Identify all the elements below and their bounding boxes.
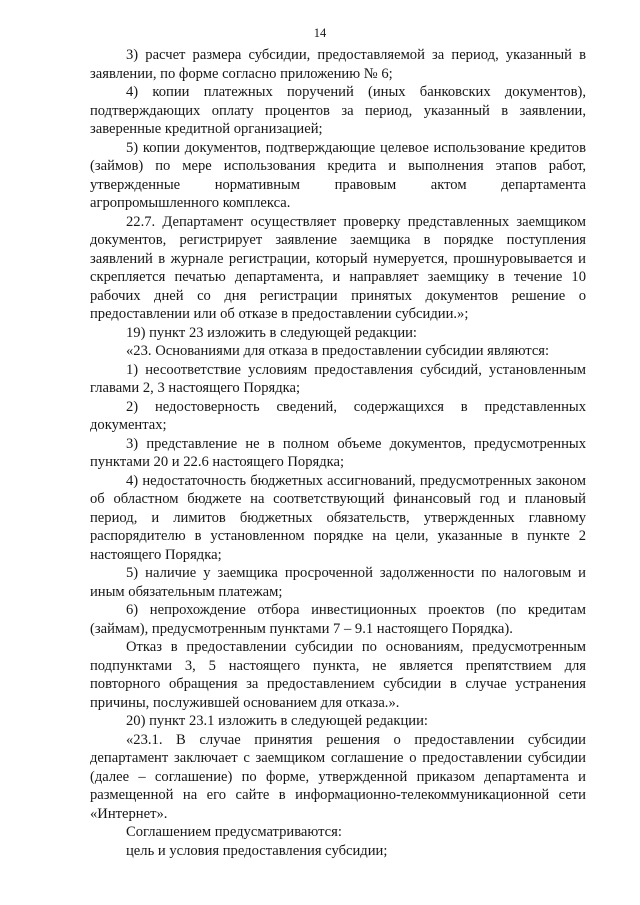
paragraph-item-19: 19) пункт 23 изложить в следующей редакции:	[126, 324, 417, 341]
paragraph-goal-conditions: цель и условия предоставления субсидии;	[126, 842, 388, 859]
paragraph-23-1: «23.1. В случае принятия решения о предоставлении субсидии департамент заключает с заемщиком соглашение о предоставлении субсидии (далее – соглашение) по форме, утвержденной приказом департамента и размещенной на его сайте в информационно-телекоммуникационной сети «Интернет».	[90, 731, 586, 822]
paragraph-23-subitem-1: 1) несоответствие условиям предоставления субсидий, установленным главами 2, 3 настоящего Порядка;	[90, 361, 586, 396]
paragraph-refusal-note: Отказ в предоставлении субсидии по основаниям, предусмотренным подпунктами 3, 5 настоящего пункта, не является препятствием для повторного обращения за предоставлением субсидии в случае устранения причины, послужившей основанием для отказа.».	[90, 639, 586, 711]
paragraph-23-subitem-5: 5) наличие у заемщика просроченной задолженности по налоговым и иным обязательным платежам;	[90, 565, 586, 600]
paragraph-22-7: 22.7. Департамент осуществляет проверку представленных заемщиком документов, регистрирует заявление заемщика в порядке поступления заявлений в журнале регистрации, который нумеруется, прошнуровывается и скрепляется печатью департамента, и направляет заемщику в течение 10 рабочих дней со дня регистрации принятых документов решение о предоставлении или об отказе в предоставлении субсидии.»;	[90, 213, 586, 322]
paragraph-item-20: 20) пункт 23.1 изложить в следующей редакции:	[126, 713, 428, 729]
paragraph-subitem-4: 4) копии платежных поручений (иных банковских документов), подтверждающих оплату процентов за период, указанный в заявлении, заверенные кредитной организацией;	[90, 84, 586, 137]
page-number: 14	[313, 26, 327, 40]
paragraph-agreement-provides: Соглашением предусматриваются:	[126, 824, 342, 840]
paragraph-23-subitem-4: 4) недостаточность бюджетных ассигнований, предусмотренных законом об областном бюджете на соответствующий финансовый год и плановый период, и лимитов бюджетных обязательств, утвержденных главному распорядителю в установленном порядке на цели, указанные в пункте 2 настоящего Порядка;	[90, 472, 586, 563]
paragraph-subitem-5: 5) копии документов, подтверждающие целевое использование кредитов (займов) по мере использования кредита и выполнения этапов работ, утвержденные нормативным правовым актом департамента агропромышленного комплекса.	[90, 139, 586, 211]
paragraph-23-subitem-6: 6) непрохождение отбора инвестиционных проектов (по кредитам (займам), предусмотренным пунктами 7 – 9.1 настоящего Порядка).	[90, 602, 586, 637]
paragraph-23-subitem-2: 2) недостоверность сведений, содержащихся в представленных документах;	[90, 398, 586, 433]
paragraph-subitem-3: 3) расчет размера субсидии, предоставляемой за период, указанный в заявлении, по форме согласно приложению № 6;	[90, 47, 586, 82]
paragraph-23-subitem-3: 3) представление не в полном объеме документов, предусмотренных пунктами 20 и 22.6 настоящего Порядка;	[90, 435, 586, 470]
paragraph-23-heading: «23. Основаниями для отказа в предоставлении субсидии являются:	[126, 343, 550, 359]
